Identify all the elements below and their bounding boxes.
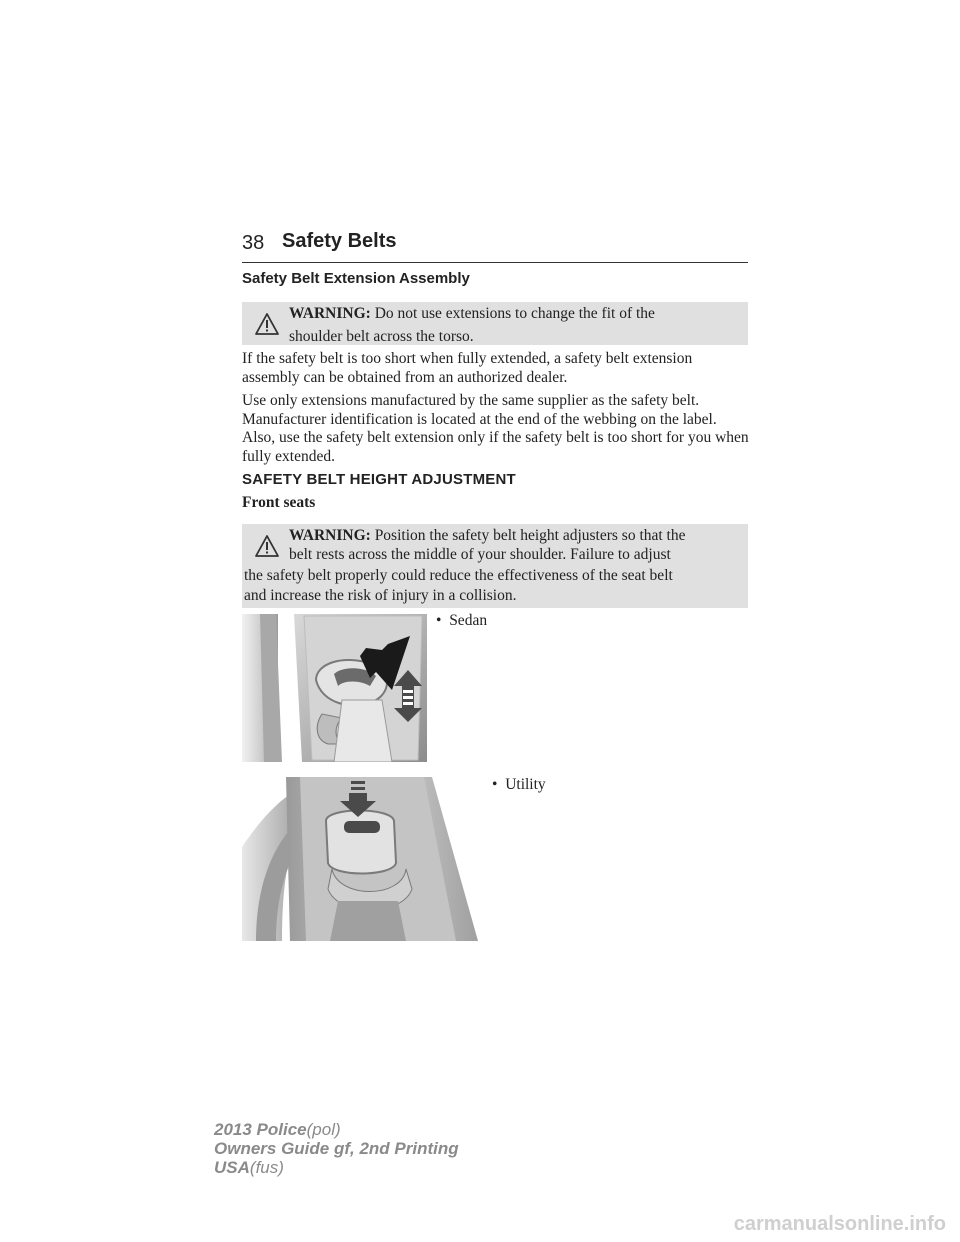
- warning-text-2: shoulder belt across the torso.: [289, 328, 474, 345]
- bullet-utility: • Utility: [492, 776, 546, 793]
- warning-line-2: belt rests across the middle of your shoulder. Failure to adjust: [289, 546, 671, 563]
- footer-model-code: (pol): [306, 1120, 341, 1139]
- warning-text-1: Do not use extensions to change the fit of the: [374, 305, 655, 322]
- warning-text-line1: Position the safety belt height adjusters so that the: [374, 527, 686, 544]
- warning-triangle-icon: [254, 534, 280, 558]
- footer: [214, 1120, 459, 1177]
- bullet-sedan: • Sedan: [436, 612, 488, 629]
- warning-label: WARNING:: [289, 305, 371, 322]
- bullet-utility-label: Utility: [505, 776, 546, 793]
- footer-line-1: [214, 1120, 459, 1139]
- sedan-belt-adjuster-illustration: [242, 614, 427, 762]
- warning-label: WARNING:: [289, 527, 371, 544]
- footer-market-code: (fus): [249, 1158, 284, 1177]
- page-number: 38: [242, 232, 265, 254]
- page-header: [242, 230, 748, 263]
- watermark: carmanualsonline.info: [733, 1213, 946, 1235]
- footer-line-2: Owners Guide gf, 2nd Printing: [214, 1139, 459, 1158]
- warning-line-3: the safety belt properly could reduce the effectiveness of the seat belt: [244, 567, 673, 584]
- warning-text: [289, 302, 738, 348]
- footer-line-3: [214, 1158, 459, 1177]
- height-adjustment-heading: SAFETY BELT HEIGHT ADJUSTMENT: [242, 471, 516, 488]
- warning-box-extension: [242, 302, 748, 345]
- footer-model: 2013 Police: [214, 1120, 307, 1139]
- warning-triangle-icon: [254, 312, 280, 336]
- warning-box-height: [242, 524, 748, 608]
- section-title: Safety Belts: [282, 230, 397, 252]
- bullet-sedan-label: Sedan: [449, 612, 488, 629]
- front-seats-subheading: Front seats: [242, 494, 316, 511]
- footer-market: USA: [214, 1158, 250, 1177]
- warning-line-4: and increase the risk of injury in a collision.: [244, 587, 517, 604]
- extension-paragraph-1: If the safety belt is too short when fully extended, a safety belt extension assembly can be obtained from an authorized dealer.: [242, 350, 693, 386]
- utility-belt-adjuster-illustration: [242, 777, 480, 941]
- extension-heading: Safety Belt Extension Assembly: [242, 270, 470, 287]
- extension-paragraph-2: Use only extensions manufactured by the same supplier as the safety belt. Manufacturer identification is located at the end of the webbing on the label. Also, use the safety belt extension only if the safety belt is too short for you when fully extended.: [242, 392, 749, 465]
